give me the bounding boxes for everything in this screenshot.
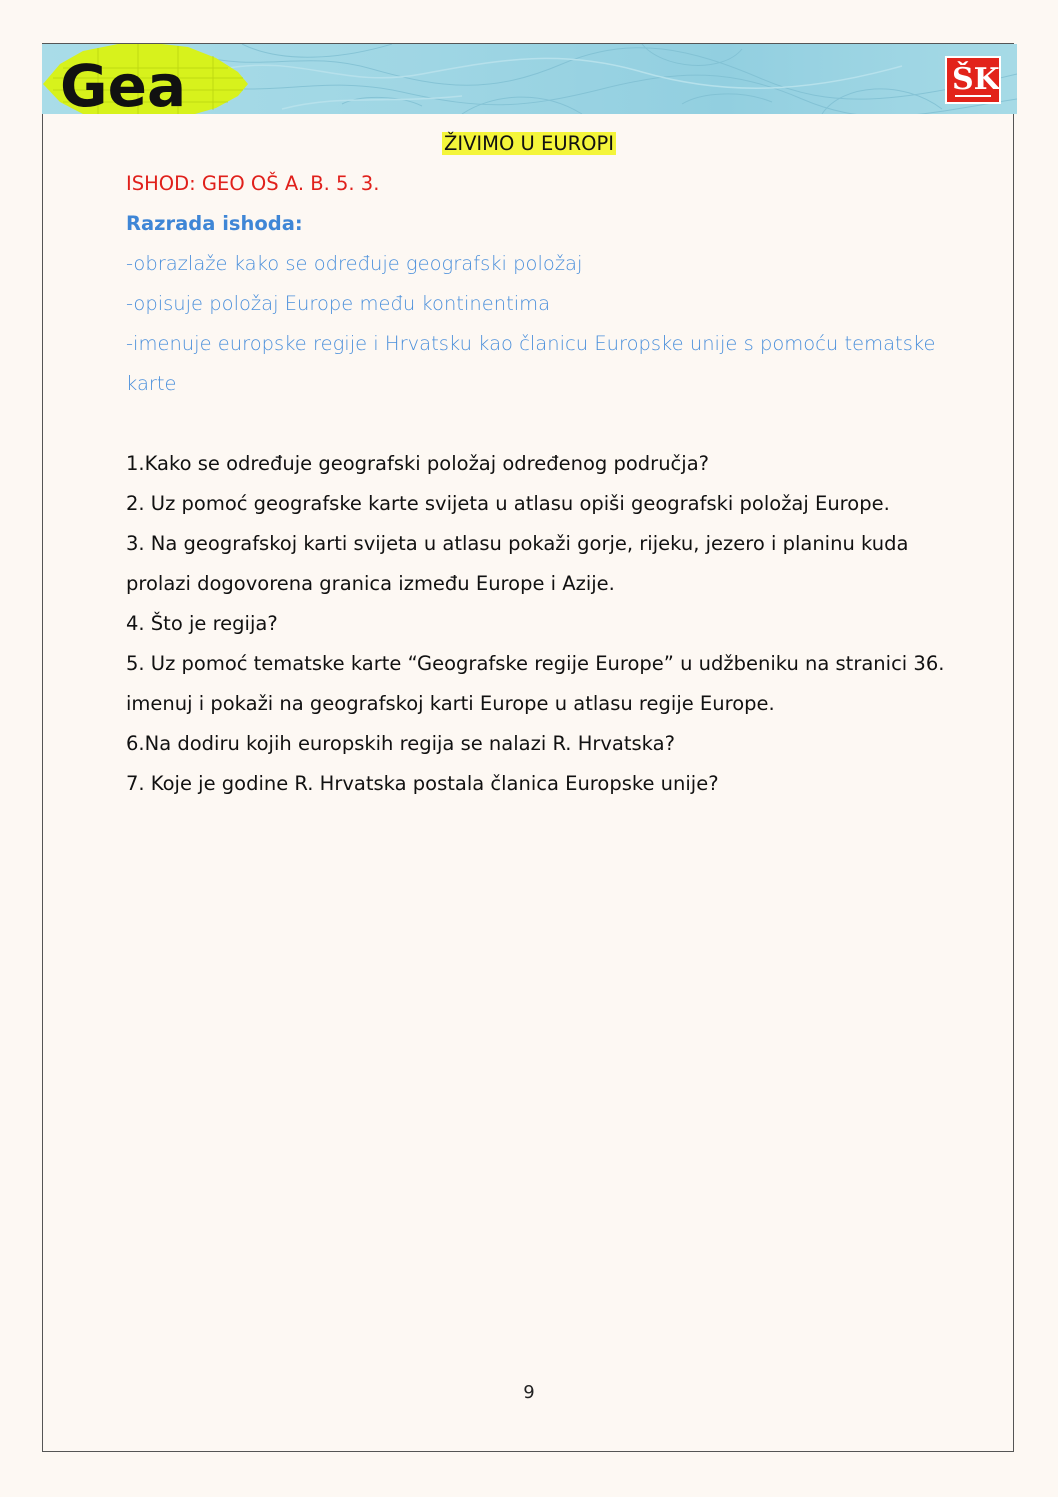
question-item: 6.Na dodiru kojih europskih regija se nalazi R. Hrvatska?: [126, 732, 675, 755]
razrada-item: karte: [126, 372, 177, 395]
question-item: 4. Što je regija?: [126, 612, 278, 635]
razrada-heading: Razrada ishoda:: [126, 212, 303, 235]
question-item: 5. Uz pomoć tematske karte “Geografske regije Europe” u udžbeniku na stranici 36.: [126, 652, 945, 675]
question-item: imenuj i pokaži na geografskoj karti Europe u atlasu regije Europe.: [126, 692, 775, 715]
gea-logo-text: Gea: [60, 52, 187, 120]
razrada-item: -opisuje položaj Europe među kontinentima: [126, 292, 551, 315]
ishod-line: ISHOD: GEO OŠ A. B. 5. 3.: [126, 172, 380, 195]
title-line: [126, 124, 932, 164]
question-item: 2. Uz pomoć geografske karte svijeta u atlasu opiši geografski položaj Europe.: [126, 492, 890, 515]
worksheet-content: [126, 124, 946, 804]
sk-logo-icon: [947, 58, 999, 102]
question-item: 3. Na geografskoj karti svijeta u atlasu pokaži gorje, rijeku, jezero i planinu kuda: [126, 532, 909, 555]
header-banner: [42, 44, 1017, 120]
razrada-item: -obrazlaže kako se određuje geografski položaj: [126, 252, 583, 275]
page-number: 9: [523, 1382, 535, 1403]
question-item: 7. Koje je godine R. Hrvatska postala članica Europske unije?: [126, 772, 719, 795]
question-item: 1.Kako se određuje geografski položaj određenog područja?: [126, 452, 710, 475]
spacer: [126, 404, 946, 444]
publisher-logo: [945, 56, 1001, 104]
gea-logo: [42, 44, 253, 120]
razrada-item: -imenuje europske regije i Hrvatsku kao članicu Europske unije s pomoću tematske: [126, 332, 936, 355]
page-title: ŽIVIMO U EUROPI: [443, 132, 615, 155]
question-item: prolazi dogovorena granica između Europe i Azije.: [126, 572, 615, 595]
sk-logo-text: ŠK: [952, 62, 999, 97]
